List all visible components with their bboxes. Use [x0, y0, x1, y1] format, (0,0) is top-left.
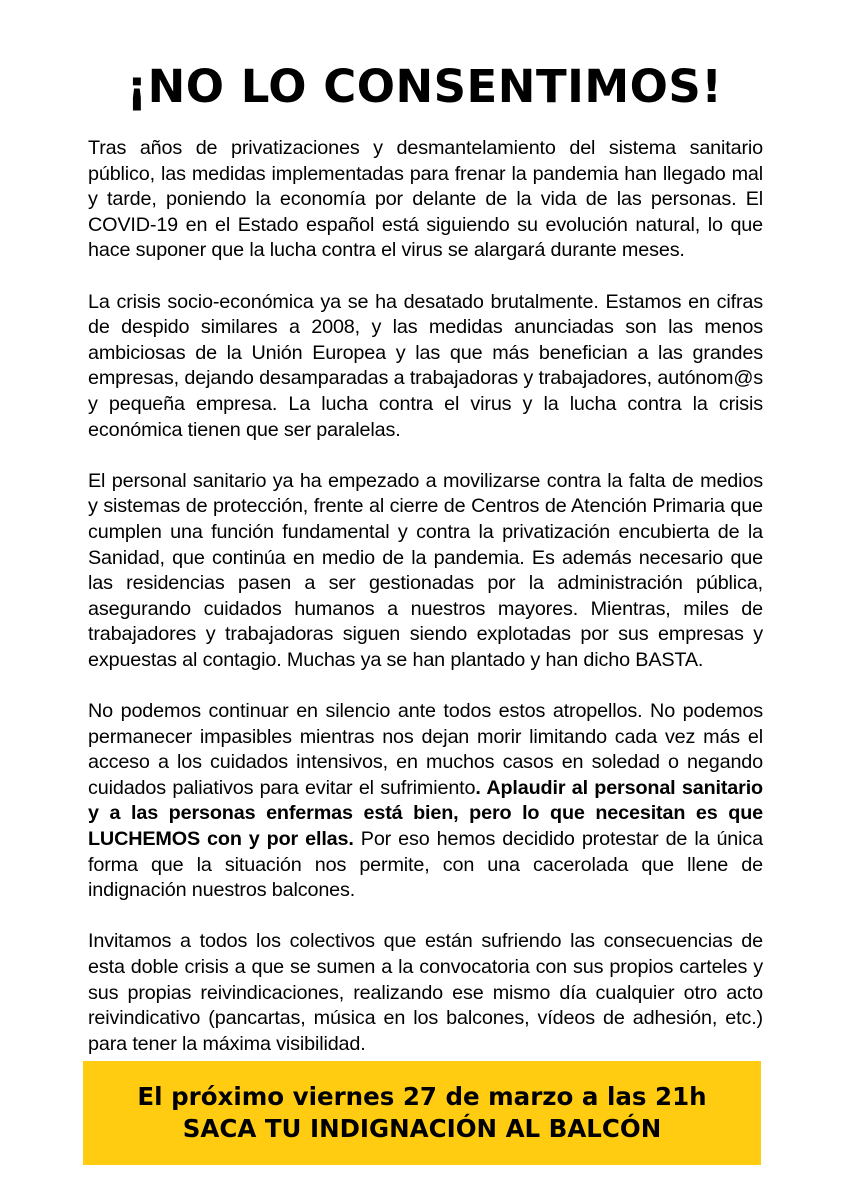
paragraph-call-to-action [88, 699, 763, 904]
paragraph-health-staff: El personal sanitario ya ha empezado a movilizarse contra la falta de medios y sistemas de protección, frente al cierre de Centros de Atención Primaria que cumplen una función fundamental y contra la privatización encubierta de la Sanidad, que continúa en medio de la pandemia. Es además necesario que las residencias pasen a ser gestionadas por la administración pública, asegurando cuidados humanos a nuestros mayores. Mientras, miles de trabajadores y trabajadoras siguen siendo explotadas por sus empresas y expuestas al contagio. Muchas ya se han plantado y han dicho BASTA. [88, 469, 763, 671]
event-slogan-line: SACA TU INDIGNACIÓN AL BALCÓN [182, 1114, 662, 1143]
paragraph-call-to-action-end: Por eso hemos decidido protestar de la única forma que la situación nos permite, con una cacerolada que llene de indignación nuestros balcones. [88, 828, 763, 902]
paragraph-economic-crisis: La crisis socio-económica ya se ha desatado brutalmente. Estamos en cifras de despido similares a 2008, y las medidas anunciadas son las menos ambiciosas de la Unión Europea y las que más benefician a las grandes empresas, dejando desamparadas a trabajadoras y trabajadores, autónom@s y pequeña empresa. La lucha contra el virus y la lucha contra la crisis económica tienen que ser paralelas. [88, 290, 763, 441]
paragraph-privatization: Tras años de privatizaciones y desmantelamiento del sistema sanitario público, las medidas implementadas para frenar la pandemia han llegado mal y tarde, poniendo la economía por delante de la vida de las personas. El COVID-19 en el Estado español está siguiendo su evolución natural, lo que hace suponer que la lucha contra el virus se alargará durante meses. [88, 137, 763, 262]
paragraph-call-to-action-bold: . Aplaudir al personal sanitario y a las personas enfermas está bien, pero lo que necesitan es que LUCHEMOS con y por ellas. [88, 776, 763, 851]
paragraph-call-to-action-start: No podemos continuar en silencio ante todos estos atropellos. No podemos permanecer impasibles mientras nos dejan morir limitando cada vez más el acceso a los cuidados intensivos, en muchos casos en soledad o negando cuidados paliativos para evitar el sufrimiento [88, 700, 763, 799]
body-text [88, 136, 763, 1083]
paragraph-invitation: Invitamos a todos los colectivos que están sufriendo las consecuencias de esta doble crisis a que se sumen a la convocatoria con sus propios carteles y sus propias reivindicaciones, realizando ese mismo día cualquier otro acto reivindicativo (pancartas, música en los balcones, vídeos de adhesión, etc.) para tener la máxima visibilidad. [88, 930, 763, 1055]
page-title: ¡NO LO CONSENTIMOS! [126, 60, 723, 113]
event-date-line: El próximo viernes 27 de marzo a las 21h [137, 1082, 707, 1111]
event-banner [83, 1061, 761, 1165]
